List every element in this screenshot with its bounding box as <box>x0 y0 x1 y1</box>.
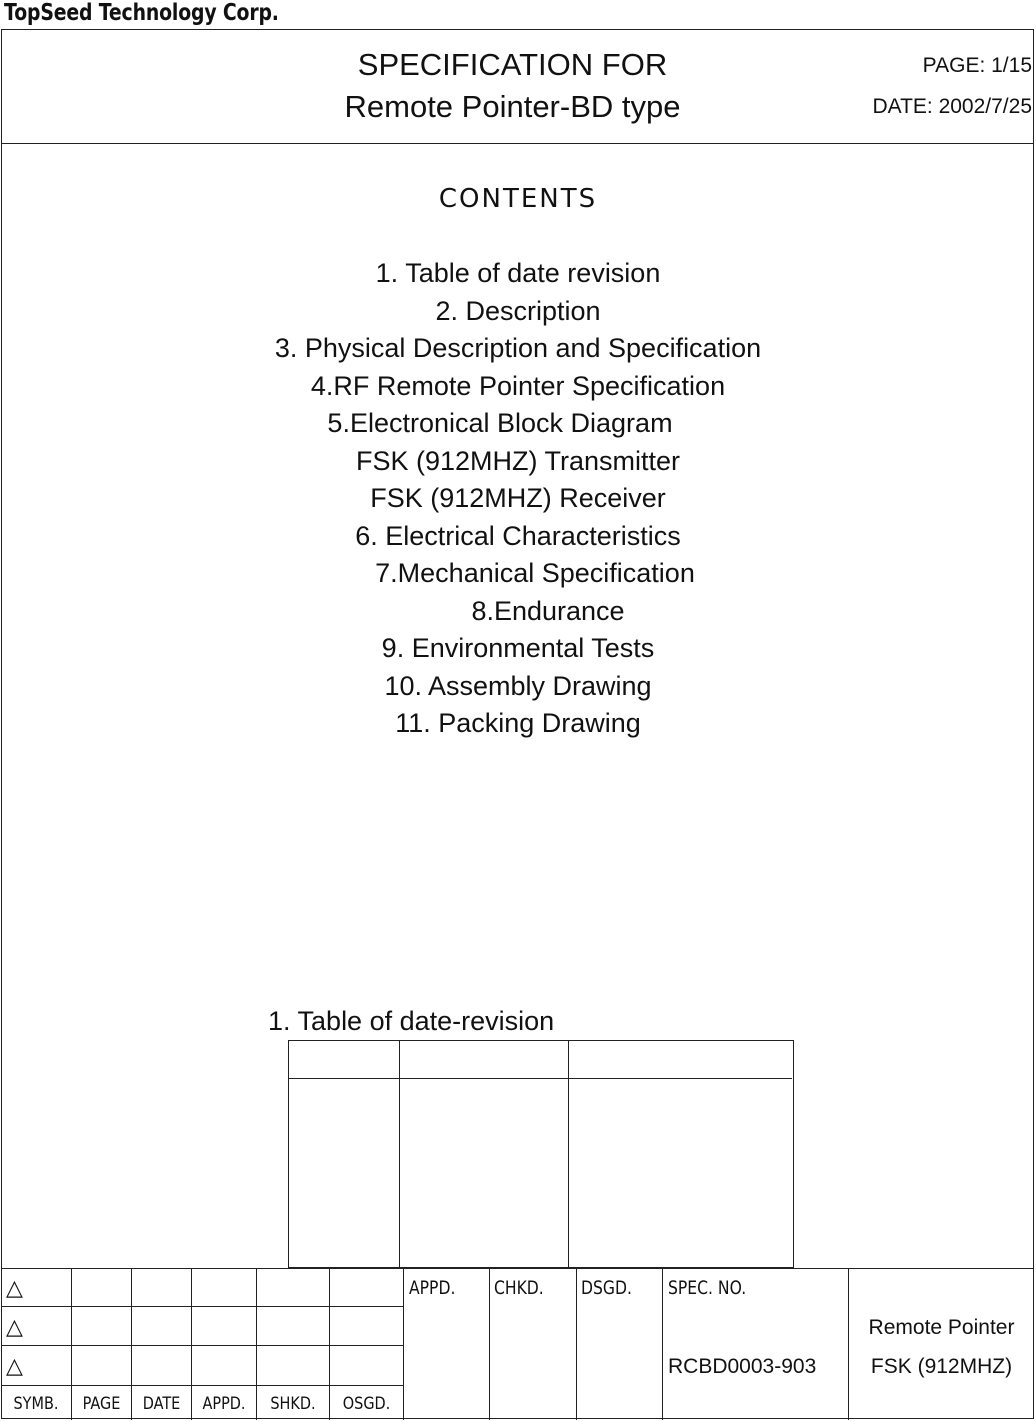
footer-row-divider <box>1 1345 404 1346</box>
footer-column-divider <box>403 1268 404 1420</box>
footer-column-divider <box>256 1268 257 1420</box>
revision-symbol-icon: △ <box>6 1314 23 1339</box>
footer-column-divider <box>576 1268 577 1420</box>
toc-item-7: 7.Mechanical Specification <box>375 558 695 588</box>
footer-column-divider <box>131 1268 132 1420</box>
spec-number: RCBD0003-903 <box>668 1355 817 1378</box>
toc-item-6: 6. Electrical Characteristics <box>355 521 681 551</box>
toc-item-2: 2. Description <box>435 296 601 326</box>
footer-top-border <box>1 1268 1034 1269</box>
footer-column-divider <box>489 1268 490 1420</box>
revision-table-title: 1. Table of date-revision <box>268 1006 555 1036</box>
revision-symbol-icon: △ <box>6 1353 23 1378</box>
footer-row-divider <box>1 1385 404 1386</box>
toc-item-1: 1. Table of date revision <box>375 258 661 288</box>
column-label-date: DATE <box>142 1394 181 1414</box>
toc-item-5b: FSK (912MHZ) Receiver <box>370 483 666 513</box>
revision-table <box>288 1040 794 1268</box>
contents-heading: CONTENTS <box>438 184 598 214</box>
footer-column-divider <box>848 1268 849 1420</box>
revision-table-column-divider <box>399 1041 400 1267</box>
toc-item-9: 9. Environmental Tests <box>381 633 655 663</box>
designed-label: DSGD. <box>581 1277 632 1299</box>
column-label-symb: SYMB. <box>13 1394 59 1414</box>
revision-table-header-divider <box>289 1078 792 1079</box>
toc-item-4: 4.RF Remote Pointer Specification <box>310 371 726 401</box>
footer-column-divider <box>191 1268 192 1420</box>
revision-symbol-icon: △ <box>6 1275 23 1300</box>
toc-item-11: 11. Packing Drawing <box>395 708 641 738</box>
column-label-appd: APPD. <box>202 1394 246 1414</box>
footer-column-divider <box>329 1268 330 1420</box>
spec-title-line1: SPECIFICATION FOR <box>357 47 668 82</box>
column-label-osgd: OSGD. <box>342 1394 391 1414</box>
page-number: PAGE: 1/15 <box>922 54 1032 77</box>
footer-column-divider <box>662 1268 663 1420</box>
column-label-page: PAGE <box>82 1394 121 1414</box>
header-divider <box>1 143 1034 144</box>
toc-item-3: 3. Physical Description and Specification <box>274 333 762 363</box>
toc-item-10: 10. Assembly Drawing <box>384 671 652 701</box>
footer-column-divider <box>71 1268 72 1420</box>
document-date: DATE: 2002/7/25 <box>872 95 1032 118</box>
toc-item-5: 5.Electronical Block Diagram <box>327 408 673 438</box>
footer-row-divider <box>1 1306 404 1307</box>
company-name: TopSeed Technology Corp. <box>4 0 279 26</box>
toc-item-8: 8.Endurance <box>471 596 625 626</box>
column-label-shkd: SHKD. <box>270 1394 316 1414</box>
product-name-line1: Remote Pointer <box>868 1316 1015 1339</box>
revision-table-column-divider <box>568 1041 569 1267</box>
spec-title-line2: Remote Pointer-BD type <box>344 89 681 124</box>
checked-label: CHKD. <box>494 1277 544 1299</box>
product-name-line2: FSK (912MHZ) <box>870 1355 1013 1378</box>
spec-number-label: SPEC. NO. <box>668 1277 747 1299</box>
toc-item-5a: FSK (912MHZ) Transmitter <box>355 446 681 476</box>
approved-label: APPD. <box>409 1277 456 1299</box>
